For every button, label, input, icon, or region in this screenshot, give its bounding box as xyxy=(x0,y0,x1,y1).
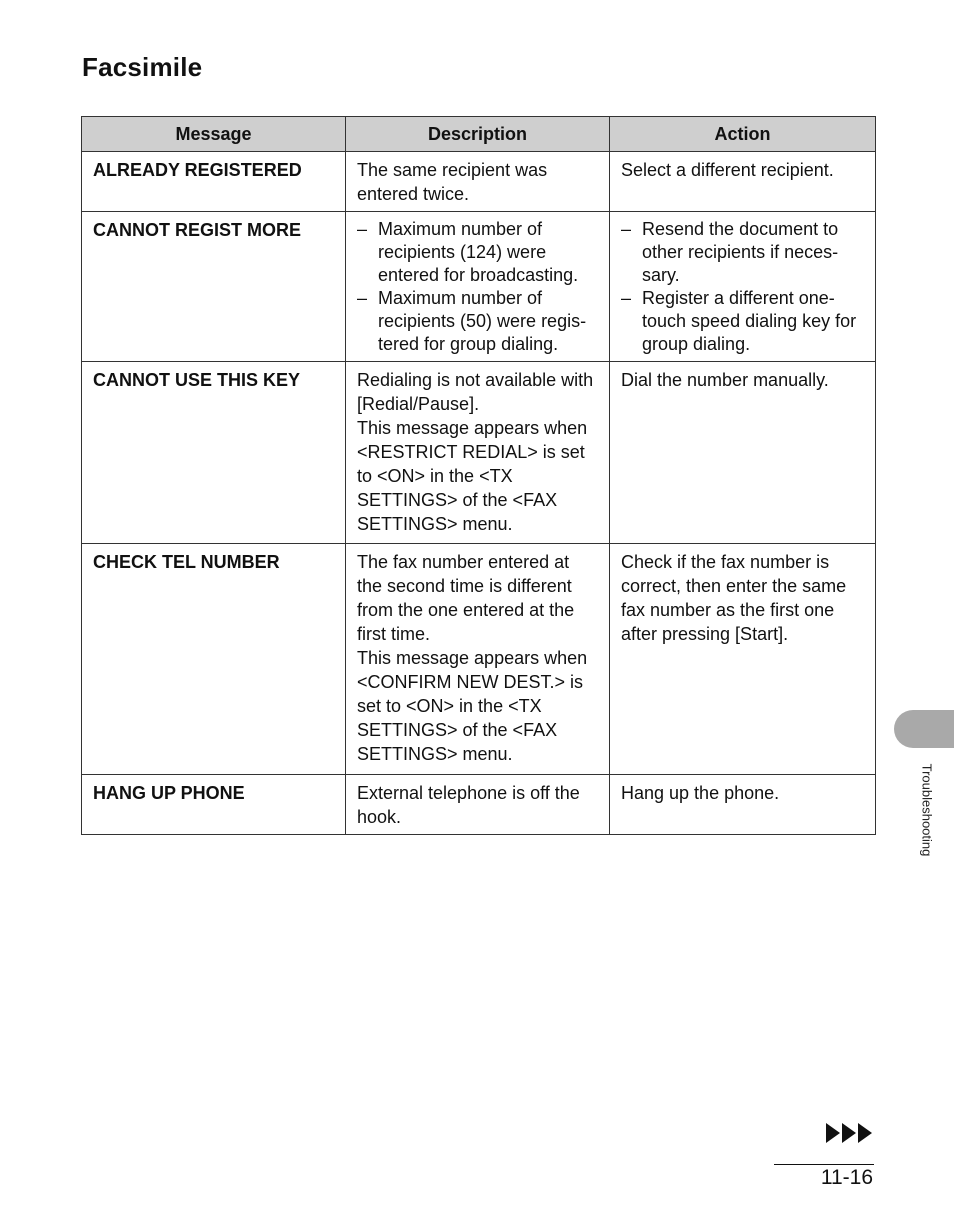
description-cell xyxy=(346,152,610,212)
dash-bullet: – xyxy=(357,219,368,239)
table-header-row xyxy=(82,117,876,152)
action-text: Dial the number manually. xyxy=(621,370,829,390)
action-text: Register a different one-touch speed dialing key for group dialing. xyxy=(642,288,857,354)
column-header-description: Description xyxy=(346,117,610,152)
troubleshooting-table xyxy=(81,116,876,835)
table-row xyxy=(82,212,876,362)
dash-bullet: – xyxy=(621,219,632,239)
page-number-rule xyxy=(774,1164,874,1165)
description-text: Maximum number of recipients (124) were entered for broadcasting. xyxy=(378,219,579,285)
message-cell: CHECK TEL NUMBER xyxy=(82,544,346,775)
description-text: The fax number entered at the second time is different from the one entered at the first time. xyxy=(357,552,575,644)
description-text: This message appears when <RESTRICT REDIAL> is set to <ON> in the <TX SETTINGS> of the <FAX SETTINGS> menu. xyxy=(357,418,588,534)
description-text: This message appears when <CONFIRM NEW DEST.> is set to <ON> in the <TX SETTINGS> of the <FAX SETTINGS> menu. xyxy=(357,648,588,764)
table-row xyxy=(82,775,876,835)
message-cell: HANG UP PHONE xyxy=(82,775,346,835)
table-row xyxy=(82,544,876,775)
action-text: Hang up the phone. xyxy=(621,783,780,803)
description-list-item xyxy=(357,287,598,356)
dash-bullet: – xyxy=(621,288,632,308)
page-number: 11-16 xyxy=(820,1166,873,1189)
action-cell xyxy=(610,152,876,212)
action-cell xyxy=(610,775,876,835)
description-list-item xyxy=(357,218,598,287)
description-cell xyxy=(346,544,610,775)
description-text: External telephone is off the hook. xyxy=(357,783,580,827)
column-header-action: Action xyxy=(610,117,876,152)
chapter-side-tab xyxy=(894,710,954,748)
description-cell xyxy=(346,775,610,835)
action-cell xyxy=(610,544,876,775)
action-list-item xyxy=(621,287,864,356)
action-cell xyxy=(610,362,876,544)
table-row xyxy=(82,152,876,212)
description-text: Maximum number of recipients (50) were regis-tered for group dialing. xyxy=(378,288,587,354)
action-list-item xyxy=(621,218,864,287)
column-header-message: Message xyxy=(82,117,346,152)
triple-right-triangle-icon xyxy=(826,1123,874,1143)
action-text: Check if the fax number is correct, then enter the same fax number as the first one after pressing [Start]. xyxy=(621,552,847,644)
description-text: Redialing is not available with [Redial/Pause]. xyxy=(357,370,594,414)
dash-bullet: – xyxy=(357,288,368,308)
message-cell: CANNOT USE THIS KEY xyxy=(82,362,346,544)
message-cell: CANNOT REGIST MORE xyxy=(82,212,346,362)
chapter-side-label: Troubleshooting xyxy=(919,763,935,857)
action-cell xyxy=(610,212,876,362)
section-title: Facsimile xyxy=(82,52,203,82)
action-text: Resend the document to other recipients if neces-sary. xyxy=(642,219,839,285)
description-cell xyxy=(346,362,610,544)
table-row xyxy=(82,362,876,544)
description-text: The same recipient was entered twice. xyxy=(357,160,548,204)
message-cell: ALREADY REGISTERED xyxy=(82,152,346,212)
description-cell xyxy=(346,212,610,362)
action-text: Select a different recipient. xyxy=(621,160,834,180)
